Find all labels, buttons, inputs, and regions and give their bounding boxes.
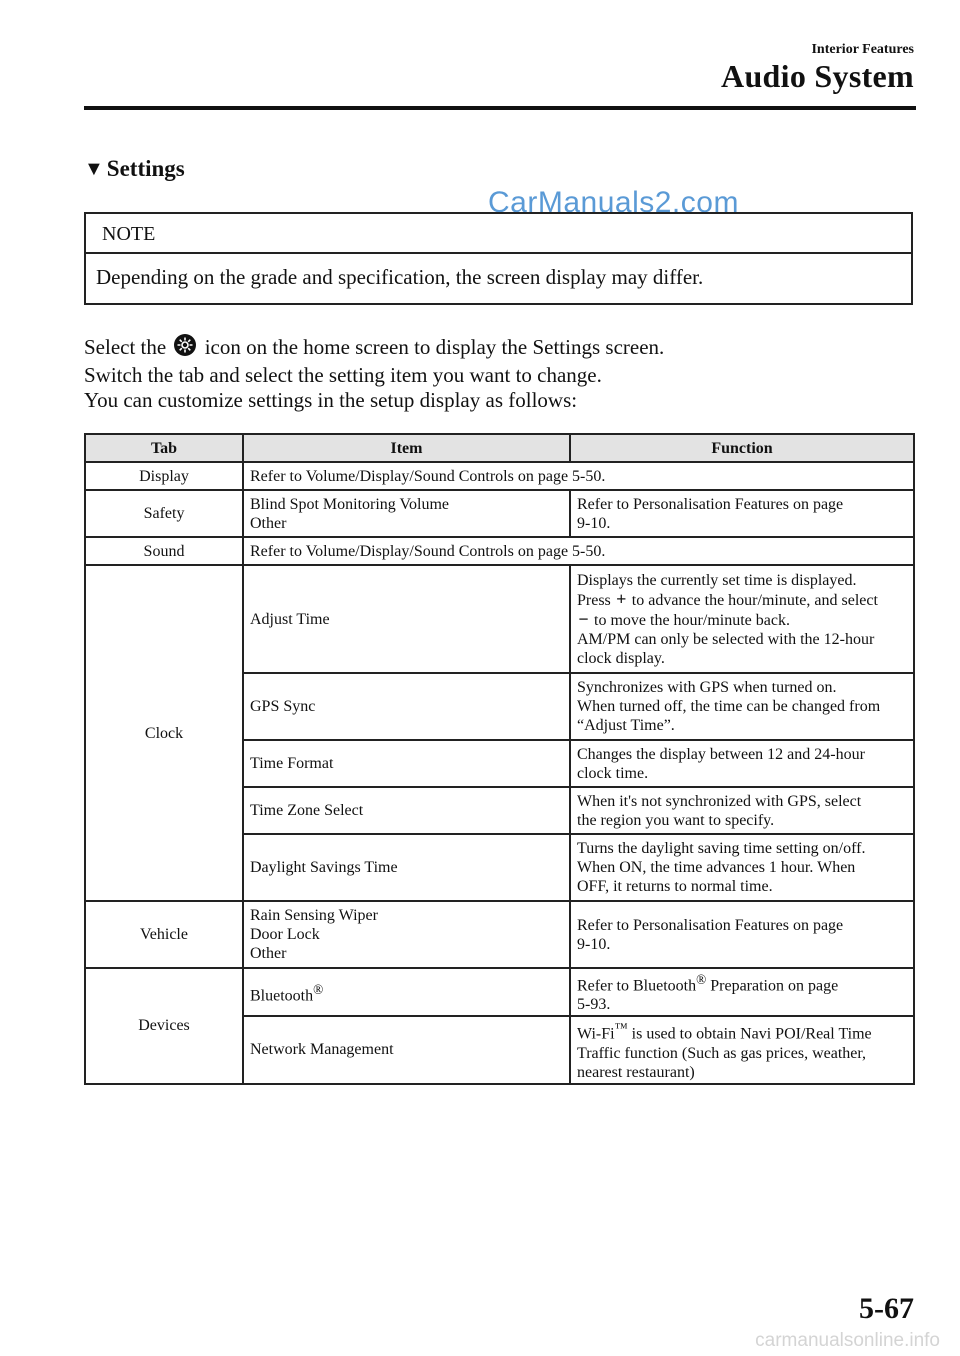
format-line-2: clock time. xyxy=(577,764,649,782)
clock-adjust-function xyxy=(570,565,914,673)
tab-cell-sound: Sound xyxy=(85,537,243,565)
vehicle-item-1: Rain Sensing Wiper xyxy=(250,907,378,924)
adjust-line-4: AM/PM can only be selected with the 12-hour xyxy=(577,630,875,648)
tab-cell-clock: Clock xyxy=(85,565,243,901)
network-func-line-2: Traffic function (Such as gas prices, weather, xyxy=(577,1044,867,1062)
devices-network-function xyxy=(570,1016,914,1083)
bluetooth-func-line-1 xyxy=(577,970,909,995)
bluetooth-func-line-2: 5-93. xyxy=(577,996,611,1014)
table-header-row xyxy=(85,434,914,462)
minus-icon: − xyxy=(578,608,589,629)
adjust-line-2a: Press xyxy=(577,591,611,609)
intro-line-2: Switch the tab and select the setting item you want to change. xyxy=(84,363,602,387)
bluetooth-func-1b: Preparation on page xyxy=(706,977,839,995)
table-row-vehicle xyxy=(85,901,914,968)
network-func-line-3: nearest restaurant) xyxy=(577,1063,695,1081)
header-tab: Tab xyxy=(85,434,243,462)
vehicle-item-3: Other xyxy=(250,945,287,962)
gps-line-1: Synchronizes with GPS when turned on. xyxy=(577,679,837,696)
tab-cell-vehicle: Vehicle xyxy=(85,901,243,968)
vehicle-item-cell xyxy=(243,901,570,968)
network-func-1a: Wi-Fi xyxy=(577,1025,615,1043)
network-func-1b: is used to obtain Navi POI/Real Time xyxy=(627,1025,872,1043)
zone-line-1: When it's not synchronized with GPS, select xyxy=(577,792,862,810)
header-title: Audio System xyxy=(721,58,914,94)
page-number: 5-67 xyxy=(859,1292,914,1325)
dst-line-3: OFF, it returns to normal time. xyxy=(577,878,773,895)
vehicle-function-2: 9-10. xyxy=(577,935,611,953)
intro-line-3: You can customize settings in the setup display as follows: xyxy=(84,388,578,412)
section-title: Settings xyxy=(106,156,185,181)
devices-bluetooth-function xyxy=(570,968,914,1016)
devices-bluetooth-item xyxy=(243,968,570,1016)
clock-format-item: Time Format xyxy=(243,740,570,787)
table-row-safety xyxy=(85,490,914,537)
clock-gps-item: GPS Sync xyxy=(243,673,570,740)
watermark-link[interactable]: CarManuals2.com xyxy=(488,186,739,219)
adjust-line-3-text: to move the hour/minute back. xyxy=(594,611,790,629)
table-row-clock-adjust xyxy=(85,565,914,673)
tab-cell-devices: Devices xyxy=(85,968,243,1084)
trademark-mark: ™ xyxy=(614,1020,628,1036)
registered-mark: ® xyxy=(313,981,324,997)
devices-network-item: Network Management xyxy=(243,1016,570,1083)
section-heading xyxy=(84,156,185,182)
vehicle-function-1: Refer to Personalisation Features on page xyxy=(577,916,844,934)
tab-cell-safety: Safety xyxy=(85,490,243,537)
safety-item-2: Other xyxy=(250,514,287,532)
clock-gps-function xyxy=(570,673,914,740)
dst-line-1: Turns the daylight saving time setting on/off. xyxy=(577,840,866,857)
safety-function-2: 9-10. xyxy=(577,514,611,532)
note-box xyxy=(84,212,913,305)
gps-line-3: “Adjust Time”. xyxy=(577,717,675,734)
clock-zone-item: Time Zone Select xyxy=(243,787,570,834)
settings-table xyxy=(84,433,915,1085)
safety-function-cell xyxy=(570,490,914,537)
clock-adjust-item: Adjust Time xyxy=(243,565,570,673)
adjust-line-2b: to advance the hour/minute, and select xyxy=(631,591,878,609)
sound-span-cell: Refer to Volume/Display/Sound Controls on page 5-50. xyxy=(243,537,914,565)
clock-zone-function xyxy=(570,787,914,834)
header-function: Function xyxy=(570,434,914,462)
tab-cell-display: Display xyxy=(85,462,243,490)
clock-dst-function xyxy=(570,834,914,901)
safety-function-1: Refer to Personalisation Features on page xyxy=(577,495,844,513)
intro-line-1-after: icon on the home screen to display the Settings screen. xyxy=(204,335,665,359)
network-func-line-1 xyxy=(577,1018,909,1043)
bluetooth-func-1a: Refer to Bluetooth xyxy=(577,977,697,995)
table-row-devices-bluetooth xyxy=(85,968,914,1016)
header-item: Item xyxy=(243,434,570,462)
table-row-display xyxy=(85,462,914,490)
clock-format-function xyxy=(570,740,914,787)
intro-paragraph xyxy=(84,333,664,413)
settings-gear-icon xyxy=(173,333,197,363)
adjust-line-3 xyxy=(577,610,909,630)
adjust-line-2 xyxy=(577,590,909,610)
header-subtitle: Interior Features xyxy=(811,42,914,57)
safety-item-cell xyxy=(243,490,570,537)
dst-line-2: When ON, the time advances 1 hour. When xyxy=(577,859,856,876)
table-row-sound xyxy=(85,537,914,565)
bluetooth-func-reg: ® xyxy=(696,972,707,987)
vehicle-item-2: Door Lock xyxy=(250,926,320,943)
gps-line-2: When turned off, the time can be changed from xyxy=(577,698,881,715)
safety-item-1: Blind Spot Monitoring Volume xyxy=(250,495,449,513)
display-span-cell: Refer to Volume/Display/Sound Controls on page 5-50. xyxy=(243,462,914,490)
clock-dst-item: Daylight Savings Time xyxy=(243,834,570,901)
header-rule xyxy=(84,106,916,110)
triangle-down-icon: ▼ xyxy=(84,158,104,180)
note-heading: NOTE xyxy=(86,214,911,254)
adjust-line-5: clock display. xyxy=(577,649,665,667)
note-text: Depending on the grade and specification, the screen display may differ. xyxy=(96,265,704,289)
zone-line-2: the region you want to specify. xyxy=(577,811,775,829)
format-line-1: Changes the display between 12 and 24-hour xyxy=(577,745,865,763)
adjust-line-1: Displays the currently set time is displayed. xyxy=(577,571,857,589)
plus-icon: + xyxy=(616,588,627,609)
vehicle-function-cell xyxy=(570,901,914,968)
bluetooth-item-text: Bluetooth xyxy=(250,986,314,1004)
intro-line-1 xyxy=(84,333,664,363)
intro-line-1-before: Select the xyxy=(84,335,167,359)
footer-watermark-link[interactable]: carmanualsonline.info xyxy=(755,1330,940,1351)
